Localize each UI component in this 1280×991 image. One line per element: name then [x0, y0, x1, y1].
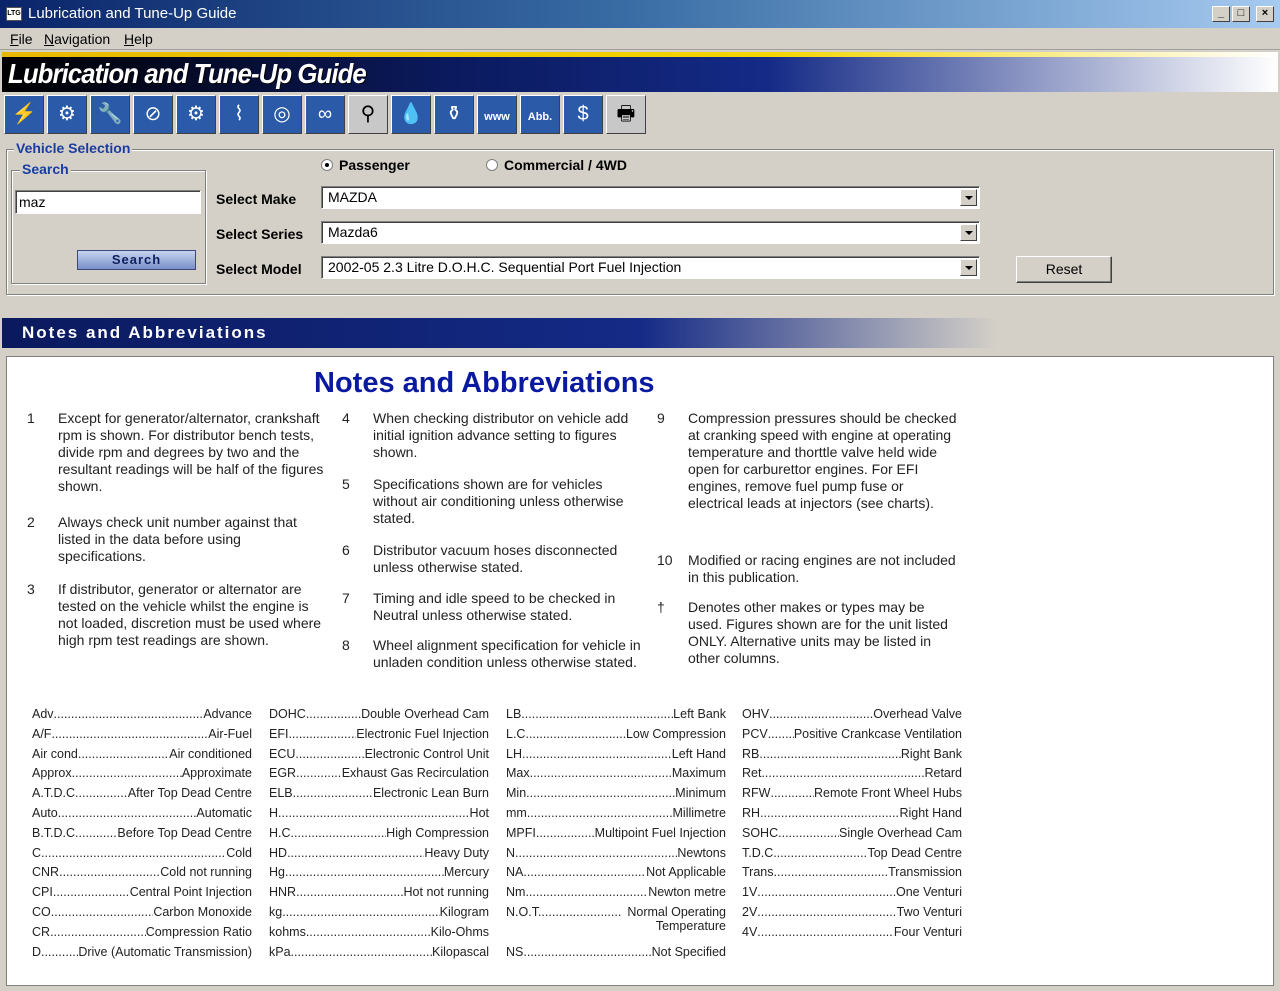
abbreviation-row [32, 885, 252, 905]
abbreviation-row [32, 707, 252, 727]
abbreviation-term: T.D.C. [742, 845, 777, 860]
abbreviation-term: NS [506, 944, 524, 959]
abbreviation-meaning: Single Overhead Cam [839, 825, 962, 840]
abbreviation-meaning: Air conditioned [169, 746, 252, 761]
abbreviation-term: EGR [269, 766, 297, 781]
abbreviation-meaning: Low Compression [625, 726, 726, 741]
abbreviation-term: Trans [742, 865, 774, 880]
leader-dots [295, 747, 364, 767]
abbreviation-row [742, 786, 962, 806]
abbreviation-meaning: Newton metre [648, 885, 726, 900]
make-select-value: MAZDA [328, 189, 377, 205]
abbreviation-meaning: Positive Crankcase Ventilation [793, 726, 962, 741]
gearbox-icon: ⚙ [187, 103, 205, 125]
abbreviation-meaning: Automatic [196, 806, 252, 820]
fluid-drop-icon: 💧 [398, 103, 424, 125]
abbreviation-row [269, 826, 489, 846]
abbreviation-meaning: Normal Operating Temperature [627, 905, 726, 933]
leader-dots [757, 885, 896, 905]
menu-navigation[interactable]: Navigation [44, 31, 111, 47]
series-select-value: Mazda6 [328, 224, 378, 240]
notes-content-panel [6, 356, 1274, 986]
leader-dots [522, 747, 672, 767]
leader-dots [294, 826, 386, 846]
abbreviation-meaning: Approximate [181, 766, 252, 781]
leader-dots [527, 806, 673, 826]
app-banner [2, 52, 1278, 92]
abbreviation-meaning: Compression Ratio [145, 924, 252, 939]
maximize-button[interactable]: □ [1232, 6, 1250, 22]
abbreviation-meaning: Kilo-Ohms [430, 924, 489, 939]
abbreviation-term: CPI [32, 885, 53, 900]
abbreviation-row [506, 727, 726, 747]
abbreviation-term: HD [269, 845, 288, 860]
abbreviation-term: Max [506, 766, 530, 781]
abbreviation-row [269, 806, 489, 826]
abbreviation-row [742, 806, 962, 826]
abbreviation-meaning: Advance [203, 707, 252, 721]
abbreviation-row [506, 846, 726, 866]
search-input[interactable]: maz [15, 190, 201, 214]
abbreviation-term: C [32, 845, 42, 860]
abbreviation-row [742, 885, 962, 905]
abbreviation-meaning: Right Bank [900, 746, 962, 761]
abbreviation-row [742, 865, 962, 885]
toolbar-button-oil-can[interactable] [434, 95, 474, 134]
abbreviation-meaning: Hot not running [403, 885, 489, 900]
abbreviation-term: CNR [32, 865, 60, 880]
abbreviation-meaning: High Compression [386, 825, 489, 840]
abbreviation-meaning: Newtons [677, 845, 726, 860]
toolbar-button-spark-plug[interactable] [219, 95, 259, 134]
abbreviation-term: Hg [269, 865, 285, 880]
note-text: Always check unit number against that listed in the data before using specifications. [58, 514, 297, 564]
banner-title: Lubrication and Tune-Up Guide [8, 58, 366, 89]
search-button[interactable]: Search [77, 250, 196, 270]
note-number: 6 [342, 542, 350, 558]
leader-dots [770, 786, 814, 806]
engine-icon: ⚙ [58, 103, 76, 125]
abbreviation-meaning: Two Venturi [896, 905, 962, 919]
make-select[interactable] [321, 186, 980, 209]
abbreviation-row [742, 846, 962, 866]
leader-dots [58, 806, 197, 826]
abbreviation-meaning: Minimum [675, 786, 726, 801]
timing-icon: ⚲ [360, 103, 376, 125]
abbreviation-meaning: Double Overhead Cam [361, 707, 489, 721]
note-number: 2 [27, 514, 35, 530]
abbreviation-row [269, 945, 489, 965]
abbreviation-term: Approx [32, 766, 72, 781]
note-number: † [657, 599, 665, 615]
no-service-icon: ⊘ [144, 103, 162, 125]
abbreviation-row [506, 766, 726, 786]
abbreviation-meaning: After Top Dead Centre [127, 786, 252, 801]
abbreviation-term: RB [742, 746, 760, 761]
abbreviation-row [269, 865, 489, 885]
abbreviation-meaning: Left Bank [673, 707, 726, 721]
abbreviation-meaning: Carbon Monoxide [153, 905, 252, 919]
leader-dots [296, 885, 403, 905]
note-text: Timing and idle speed to be checked in Neutral unless otherwise stated. [373, 590, 616, 623]
abbreviation-term: NA [506, 865, 524, 880]
menu-bar [0, 28, 1280, 50]
select-model-label: Select Model [216, 261, 302, 277]
section-bar-title: Notes and Abbreviations [22, 323, 268, 342]
leader-dots [78, 747, 169, 767]
note-number: 3 [27, 581, 35, 597]
toolbar-button-timing[interactable] [348, 95, 388, 134]
abbreviation-term: N.O.T. [506, 905, 542, 919]
abbreviation-term: EFI [269, 726, 289, 741]
note-text: Distributor vacuum hoses disconnected unless otherwise stated. [373, 542, 618, 575]
leader-dots [778, 826, 839, 846]
abbreviation-meaning: Maximum [671, 766, 726, 781]
abbreviation-row [742, 766, 962, 786]
leader-dots [72, 766, 182, 786]
abbreviation-meaning: Exhaust Gas Recirculation [341, 766, 489, 781]
leader-dots [285, 865, 444, 885]
toolbar-button-electrical[interactable] [4, 95, 44, 134]
abbreviation-meaning: Kilogram [439, 905, 489, 919]
abbreviation-term: Adv [32, 707, 54, 721]
toolbar-button-engine[interactable] [47, 95, 87, 134]
leader-dots [306, 925, 431, 945]
abbreviation-meaning: Drive (Automatic Transmission) [78, 944, 252, 959]
abbreviation-row [32, 865, 252, 885]
toolbar-button-no-service[interactable] [133, 95, 173, 134]
leader-dots [523, 865, 646, 885]
toolbar-button-gearbox[interactable] [176, 95, 216, 134]
abbreviation-row [742, 905, 962, 925]
leader-dots [757, 905, 896, 925]
menu-help[interactable]: Help [124, 31, 153, 47]
content-heading: Notes and Abbreviations [314, 367, 655, 399]
abbreviation-row [506, 945, 726, 965]
abbreviation-row [742, 826, 962, 846]
leader-dots [777, 846, 868, 866]
abbreviation-term: PCV [742, 726, 768, 741]
abbreviation-term: kg [269, 905, 283, 919]
leader-dots [287, 846, 424, 866]
abbreviation-row [32, 727, 252, 747]
leader-dots [291, 945, 432, 965]
abbreviation-term: HNR [269, 885, 297, 900]
abbreviation-meaning: One Venturi [895, 885, 962, 900]
abbreviation-term: A/F [32, 726, 52, 741]
abbreviation-term: kohms [269, 924, 306, 939]
printer-icon: 🖶 [616, 103, 636, 125]
abbreviation-row [32, 846, 252, 866]
note-text: Compression pressures should be checked at cranking speed with engine at operating temperature and thorttle valve held wide open for carburettor engines. For EFI engines, remove fuel pump fuse or electrical leads at injectors (see charts). [688, 410, 957, 511]
belt-icon: ∞ [317, 103, 333, 125]
oil-can-icon: ⚱ [445, 103, 463, 125]
leader-dots [51, 727, 208, 747]
abbreviation-term: SOHC [742, 825, 779, 840]
abbreviation-term: LH [506, 746, 522, 761]
abbreviation-meaning: Not Specified [651, 944, 726, 959]
chevron-down-icon[interactable] [960, 259, 977, 276]
note-number: 5 [342, 476, 350, 492]
abbreviation-term: L.C. [506, 726, 529, 741]
model-select[interactable] [321, 256, 980, 279]
abbreviation-term: CO [32, 905, 51, 919]
abbreviation-row [506, 905, 726, 941]
abbreviation-meaning: Multipoint Fuel Injection [594, 825, 726, 840]
radio-passenger-label: Passenger [339, 157, 410, 173]
model-select-value: 2002-05 2.3 Litre D.O.H.C. Sequential Port Fuel Injection [328, 259, 682, 275]
abbreviation-meaning: Electronic Lean Burn [372, 786, 489, 801]
abbreviation-term: DOHC [269, 707, 306, 721]
toolbar-button-abbreviations[interactable] [520, 95, 560, 134]
toolbar-button-belt[interactable] [305, 95, 345, 134]
abbreviation-meaning: Overhead Valve [873, 707, 962, 721]
note-number: 1 [27, 410, 35, 426]
leader-dots [768, 727, 794, 747]
abbreviation-row [506, 707, 726, 727]
leader-dots [525, 885, 648, 905]
note-text: When checking distributor on vehicle add initial ignition advance setting to figures shown. [373, 410, 629, 460]
leader-dots [282, 905, 439, 925]
toolbar-button-www[interactable] [477, 95, 517, 134]
leader-dots [41, 945, 78, 965]
abbreviation-term: kPa [269, 944, 291, 959]
abbreviation-row [32, 905, 252, 925]
radio-commercial-label: Commercial / 4WD [504, 157, 627, 173]
spark-plug-icon: ⌇ [234, 103, 244, 125]
menu-file[interactable]: File [10, 31, 33, 47]
toolbar-button-dollar[interactable] [563, 95, 603, 134]
abbreviation-term: A.T.D.C. [32, 786, 79, 801]
abbreviation-row [269, 766, 489, 786]
abbreviation-term: Min [506, 786, 527, 801]
abbreviation-term: CR [32, 924, 51, 939]
toolbar-button-wrench[interactable] [90, 95, 130, 134]
abbreviation-term: ELB [269, 786, 293, 801]
toolbar-button-fluid-drop[interactable] [391, 95, 431, 134]
abbreviation-term: Auto [32, 806, 58, 820]
abbreviation-term: Air cond [32, 746, 78, 761]
leader-dots [521, 707, 673, 727]
select-make-label: Select Make [216, 191, 297, 207]
abbreviation-row [269, 786, 489, 806]
www-icon: www [484, 111, 510, 123]
note-number: 4 [342, 410, 350, 426]
abbreviation-row [269, 925, 489, 945]
leader-dots [293, 786, 373, 806]
abbreviation-term: ECU [269, 746, 296, 761]
toolbar-button-printer[interactable] [606, 95, 646, 134]
abbreviation-term: H.C. [269, 825, 294, 840]
abbreviation-row [32, 747, 252, 767]
leader-dots [523, 945, 651, 965]
abbreviation-term: 2V [742, 905, 758, 919]
abbreviation-meaning: Millimetre [672, 806, 726, 820]
abbreviation-meaning: Top Dead Centre [867, 845, 962, 860]
abbreviation-row [32, 786, 252, 806]
leader-dots [760, 806, 899, 826]
banner-stripe [2, 52, 1278, 57]
note-text: Modified or racing engines are not included in this publication. [688, 552, 956, 585]
abbreviation-row [506, 865, 726, 885]
abbreviation-meaning: Transmission [888, 865, 962, 880]
leader-dots [51, 905, 154, 925]
abbreviation-row [269, 747, 489, 767]
radio-commercial[interactable] [486, 157, 627, 173]
abbreviation-term: B.T.D.C. [32, 825, 79, 840]
note-number: 8 [342, 637, 350, 653]
leader-dots [79, 786, 128, 806]
note-text: Wheel alignment specification for vehicle in unladen condition unless otherwise stated. [373, 637, 641, 670]
note-text: Except for generator/alternator, crankshaft rpm is shown. For distributor bench tests, divide rpm and degrees by two and the resultant readings will be half of the figures shown. [58, 410, 324, 494]
leader-dots [529, 727, 626, 747]
leader-dots [79, 826, 118, 846]
abbreviation-row [742, 727, 962, 747]
note-number: 9 [657, 410, 665, 426]
abbreviation-term: mm [506, 806, 527, 820]
chevron-down-icon[interactable] [960, 189, 977, 206]
abbreviation-row [269, 905, 489, 925]
abbreviation-meaning: Cold not running [160, 865, 252, 880]
abbreviation-term: H [269, 806, 279, 820]
minimize-button[interactable]: _ [1212, 6, 1230, 22]
radio-dot-selected [321, 159, 333, 171]
abbreviation-term: Ret [742, 766, 762, 781]
reset-button[interactable]: Reset [1016, 256, 1112, 283]
abbreviation-meaning: Retard [924, 766, 962, 781]
abbreviation-meaning: Cold [226, 845, 252, 860]
note-text: Denotes other makes or types may be used. Figures shown are for the unit listed ONLY. Alternative units may be listed in other columns. [688, 599, 948, 666]
abbreviation-term: OHV [742, 707, 770, 721]
leader-dots [54, 707, 204, 727]
leader-dots [306, 707, 361, 727]
abbreviation-row [32, 806, 252, 826]
chevron-down-icon[interactable] [960, 224, 977, 241]
abbreviation-term: D [32, 944, 42, 959]
electrical-icon: ⚡ [11, 103, 37, 125]
wrench-icon: 🔧 [97, 103, 123, 125]
abbreviation-row [506, 747, 726, 767]
abbreviation-row [269, 846, 489, 866]
leader-dots [288, 727, 356, 747]
search-group-label: Search [22, 161, 69, 177]
abbreviation-term: Nm [506, 885, 526, 900]
abbreviation-row [506, 786, 726, 806]
abbreviation-term: 1V [742, 885, 758, 900]
abbreviation-meaning: Hot [469, 806, 489, 820]
abbreviation-row [269, 727, 489, 747]
abbreviation-term: LB [506, 707, 522, 721]
abbreviation-meaning: Central Point Injection [129, 885, 252, 900]
dollar-icon: $ [577, 103, 589, 125]
abbreviation-row [742, 925, 962, 945]
abbreviation-row [32, 925, 252, 945]
leader-dots [759, 747, 900, 767]
abbreviation-row [32, 766, 252, 786]
leader-dots [757, 925, 894, 945]
leader-dots [296, 766, 342, 786]
leader-dots [59, 865, 160, 885]
abbreviation-row [269, 885, 489, 905]
abbreviation-row [742, 707, 962, 727]
abbreviations-icon: Abb. [527, 111, 553, 123]
leader-dots [515, 846, 677, 866]
abbreviation-meaning: Air-Fuel [208, 726, 252, 741]
leader-dots [541, 905, 621, 921]
leader-dots [536, 826, 595, 846]
leader-dots [526, 786, 675, 806]
series-select[interactable] [321, 221, 980, 244]
leader-dots [774, 865, 889, 885]
abbreviation-row [742, 747, 962, 767]
abbreviation-meaning: Not Applicable [646, 865, 726, 880]
leader-dots [530, 766, 672, 786]
note-text: Specifications shown are for vehicles without air conditioning unless otherwise stated. [373, 476, 624, 526]
abbreviation-row [506, 806, 726, 826]
note-text: If distributor, generator or alternator are tested on the vehicle whilst the engine is not loaded, discretion must be used where high rpm test readings are shown. [58, 581, 322, 648]
abbreviation-row [269, 707, 489, 727]
abbreviation-meaning: Right Hand [899, 806, 962, 820]
window-title: Lubrication and Tune-Up Guide [28, 5, 237, 22]
leader-dots [769, 707, 873, 727]
abbreviation-meaning: Mercury [443, 865, 489, 880]
abbreviation-meaning: Four Venturi [893, 924, 962, 939]
abbreviation-meaning: Kilopascal [432, 944, 489, 959]
close-button[interactable]: × [1256, 6, 1274, 22]
leader-dots [761, 766, 924, 786]
leader-dots [53, 885, 130, 905]
radio-dot [486, 159, 498, 171]
abbreviation-term: RH [742, 806, 761, 820]
abbreviation-meaning: Before Top Dead Centre [117, 825, 252, 840]
abbreviation-row [506, 826, 726, 846]
toolbar-button-wheel[interactable] [262, 95, 302, 134]
abbreviation-term: RFW [742, 786, 771, 801]
abbreviation-term: N [506, 845, 516, 860]
abbreviation-meaning: Heavy Duty [424, 845, 489, 860]
abbreviation-row [32, 826, 252, 846]
abbreviation-term: 4V [742, 924, 758, 939]
app-icon: LTG [6, 7, 22, 21]
abbreviation-meaning: Remote Front Wheel Hubs [814, 786, 962, 801]
radio-passenger[interactable] [321, 157, 410, 173]
abbreviation-row [506, 885, 726, 905]
abbreviation-meaning: Left Hand [671, 746, 726, 761]
section-header-bar [2, 318, 1278, 348]
select-series-label: Select Series [216, 226, 304, 242]
leader-dots [278, 806, 470, 826]
abbreviation-meaning: Electronic Fuel Injection [356, 726, 489, 741]
abbreviation-meaning: Electronic Control Unit [364, 746, 489, 761]
vehicle-selection-label: Vehicle Selection [16, 140, 131, 156]
abbreviation-row [32, 945, 252, 965]
wheel-icon: ◎ [273, 103, 291, 125]
note-number: 10 [657, 552, 673, 568]
abbreviation-term: MPFI [506, 825, 536, 840]
leader-dots [41, 846, 226, 866]
title-bar [0, 0, 1280, 28]
leader-dots [50, 925, 146, 945]
note-number: 7 [342, 590, 350, 606]
